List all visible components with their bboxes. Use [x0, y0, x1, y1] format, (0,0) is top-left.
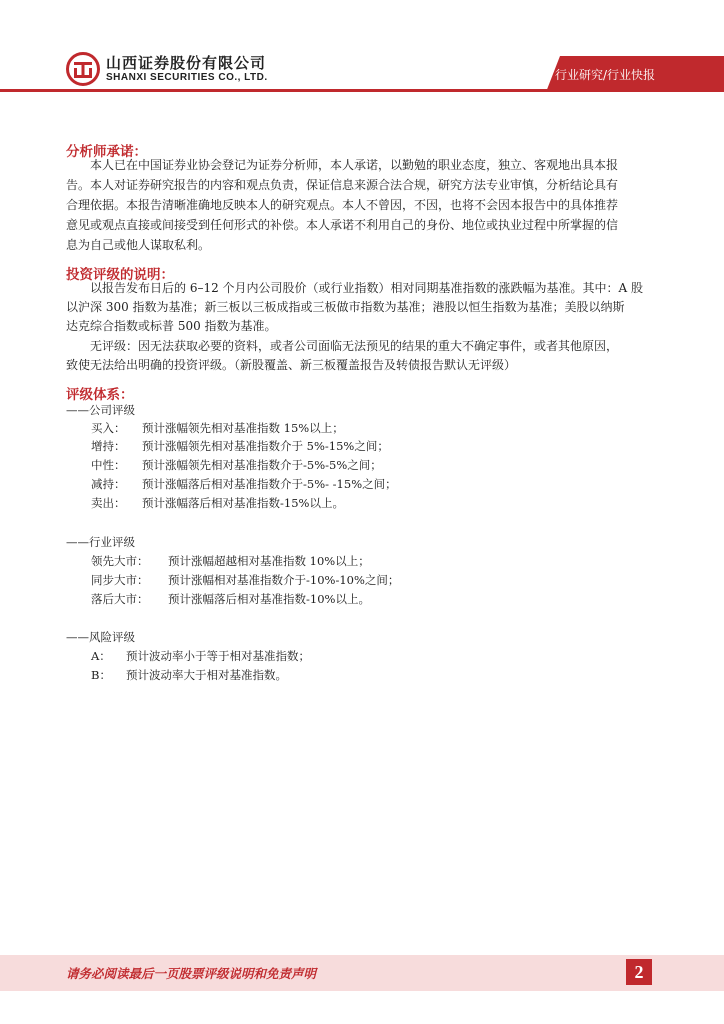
header-section-label: 行业研究/行业快报 — [555, 68, 656, 82]
industry-rating-desc: 预计涨幅超越相对基准指数 10%以上； — [168, 554, 370, 568]
rating-desc-line: 无评级：因无法获取必要的资料，或者公司面临无法预见的结果的重大不确定事件，或者其他原因， — [90, 338, 619, 353]
risk-rating-desc: 预计波动率小于等于相对基准指数； — [126, 649, 310, 663]
analyst-line: 告。本人对证券研究报告的内容和观点负责，保证信息来源合法合规，研究方法专业审慎，分析结论具有 — [66, 178, 619, 192]
rating-desc-paragraph — [66, 279, 660, 375]
industry-rating-label: 领先大市： — [91, 554, 149, 568]
risk-rating-desc: 预计波动率大于相对基准指数。 — [126, 668, 287, 682]
analyst-line: 本人已在中国证券业协会登记为证券分析师，本人承诺，以勤勉的职业态度，独立、客观地出具本报 — [90, 158, 619, 172]
risk-rating-label: A： — [91, 649, 111, 663]
company-rating-label: 减持： — [91, 477, 126, 491]
rating-desc-line: 以报告发布日后的 6–12 个月内公司股价（或行业指数）相对同期基准指数的涨跌幅为基准。其中：A 股 — [90, 281, 644, 295]
industry-rating-desc: 预计涨幅相对基准指数介于-10%-10%之间； — [168, 573, 400, 587]
company-name-en: SHANXI SECURITIES CO., LTD. — [106, 72, 268, 83]
risk-rating-label: B： — [91, 668, 111, 682]
header-divider — [0, 89, 724, 92]
company-rating-label: 中性： — [91, 458, 126, 472]
company-rating-desc: 预计涨幅领先相对基准指数 15%以上； — [142, 421, 344, 435]
industry-rating-title: ——行业评级 — [66, 535, 135, 549]
rating-desc-line: 以沪深 300 指数为基准；新三板以三板成指或三板做市指数为基准；港股以恒生指数为基准；美股以纳斯 — [66, 300, 625, 315]
company-name-cn: 山西证券股份有限公司 — [106, 54, 267, 72]
company-rating-desc: 预计涨幅落后相对基准指数-15%以上。 — [142, 496, 344, 510]
analyst-heading: 分析师承诺： — [66, 144, 147, 160]
industry-rating-label: 同步大市： — [91, 573, 149, 587]
company-logo-icon — [66, 52, 100, 86]
company-rating-desc: 预计涨幅领先相对基准指数介于 5%-15%之间； — [142, 439, 389, 453]
rating-desc-line: 达克综合指数或标普 500 指数为基准。 — [66, 319, 277, 334]
industry-rating-label: 落后大市： — [91, 592, 149, 606]
analyst-paragraph — [66, 155, 660, 255]
industry-rating-desc: 预计涨幅落后相对基准指数-10%以上。 — [168, 592, 370, 606]
risk-rating-title: ——风险评级 — [66, 630, 135, 644]
analyst-line: 合理依据。本报告清晰准确地反映本人的研究观点。本人不曾因，不因，也将不会因本报告中的具体推荐 — [66, 198, 619, 212]
rating-desc-heading: 投资评级的说明： — [66, 267, 174, 283]
page-number: 2 — [626, 959, 652, 985]
company-rating-desc: 预计涨幅落后相对基准指数介于-5%- -15%之间； — [142, 477, 397, 491]
rating-system-heading: 评级体系： — [66, 387, 134, 403]
analyst-line: 息为自己或他人谋取私利。 — [66, 238, 211, 252]
company-rating-desc: 预计涨幅领先相对基准指数介于-5%-5%之间； — [142, 458, 382, 472]
analyst-line: 意见或观点直接或间接受到任何形式的补偿。本人承诺不利用自己的身份、地位或执业过程中所掌握的信 — [66, 218, 619, 232]
rating-desc-line: 致使无法给出明确的投资评级。（新股覆盖、新三板覆盖报告及转债报告默认无评级） — [66, 357, 517, 372]
company-rating-label: 买入： — [91, 421, 126, 435]
company-rating-label: 卖出： — [91, 496, 126, 510]
company-rating-label: 增持： — [91, 439, 126, 453]
company-rating-title: ——公司评级 — [66, 403, 135, 417]
footer-disclaimer: 请务必阅读最后一页股票评级说明和免责声明 — [66, 966, 317, 981]
